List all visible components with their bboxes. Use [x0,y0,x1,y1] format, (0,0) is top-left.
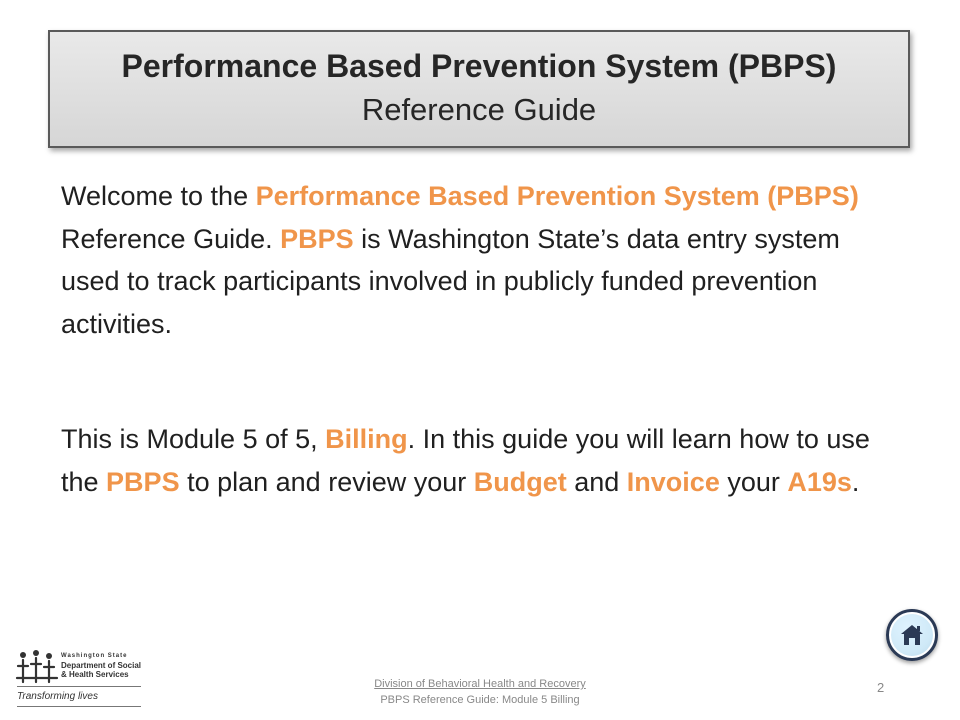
logo-text [61,652,141,679]
footer-guide-title: PBPS Reference Guide: Module 5 Billing [380,694,580,706]
module-text-2: . In this guide you will learn how to use the [61,424,870,497]
logo-line-1: Washington State [61,653,128,659]
module-highlight-invoice: Invoice [626,466,720,497]
module-text-4: and [566,466,627,497]
dshs-logo [13,646,145,712]
logo-tagline: Transforming lives [17,691,98,702]
home-button[interactable] [886,609,938,661]
intro-text-1: Welcome to the [61,181,256,211]
module-highlight-pbps: PBPS [106,466,180,497]
slide-title: Performance Based Prevention System (PBPS) [121,48,837,84]
intro-text-3: is Washington State’s data entry system used to track participants involved in publicly funded prevention activities. [61,223,840,339]
page-number: 2 [877,680,885,695]
module-text-6: . [851,466,860,497]
people-logo-icon [15,648,59,686]
intro-highlight-system-name: Performance Based Prevention System (PBPS) [255,181,859,211]
module-highlight-billing: Billing [325,424,408,454]
logo-line-2: Department of Social [61,661,142,670]
module-text-3: to plan and review your [179,466,474,497]
module-paragraph [61,418,881,503]
slide-subtitle: Reference Guide [361,92,597,127]
intro-text-2: Reference Guide. [61,223,281,254]
module-text-1: This is Module 5 of 5, [61,424,326,454]
intro-paragraph [61,175,881,345]
intro-highlight-pbps: PBPS [280,223,354,254]
logo-divider [17,686,141,687]
footer-division-link[interactable]: Division of Behavioral Health and Recovery [374,678,586,690]
logo-line-3: & Health Services [61,670,129,679]
slide-title-box [48,30,910,148]
module-highlight-budget: Budget [473,466,567,497]
home-icon [899,622,925,648]
module-highlight-a19s: A19s [787,466,852,497]
logo-divider-bottom [17,706,141,707]
module-text-5: your [719,466,788,497]
